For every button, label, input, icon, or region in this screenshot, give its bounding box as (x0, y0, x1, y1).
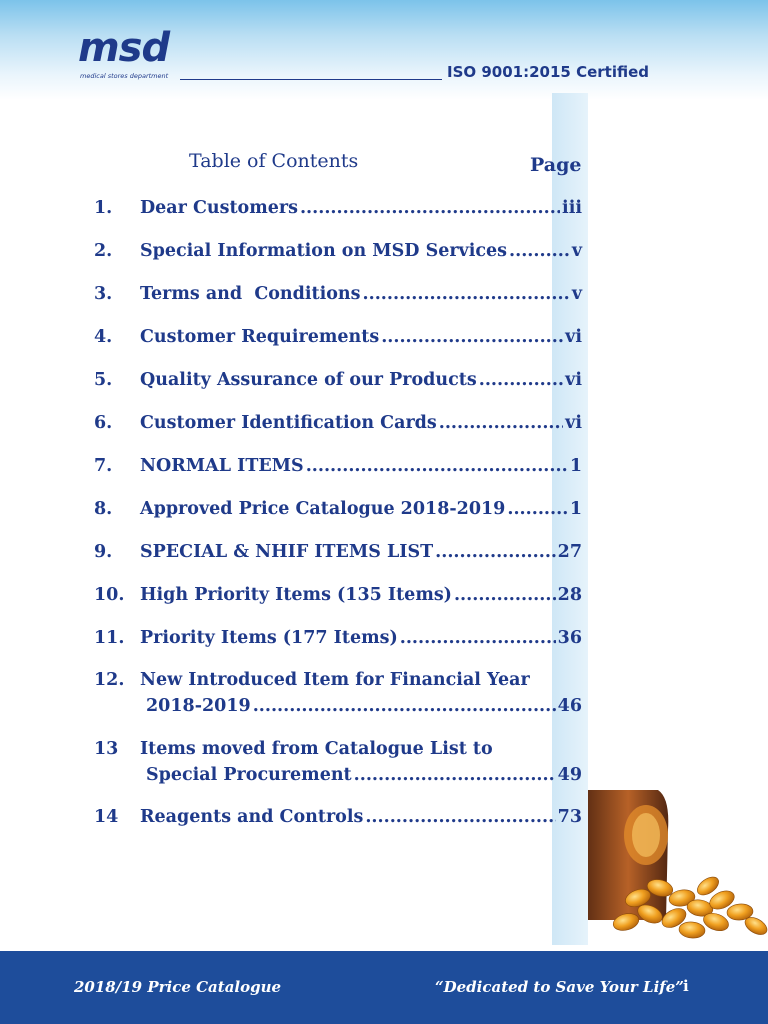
entry-number: 13 (94, 739, 119, 759)
dot-leader (479, 367, 563, 393)
toc-entry-10[interactable] (94, 582, 582, 608)
entry-page: v (571, 241, 582, 261)
footer-catalogue-label: 2018/19 Price Catalogue (74, 978, 282, 996)
entry-page: 1 (569, 499, 582, 519)
dot-leader (300, 195, 560, 221)
entry-number: 9. (94, 542, 113, 562)
entry-number: 12. (94, 670, 125, 690)
footer-slogan: “Dedicated to Save Your Life” (435, 978, 684, 996)
header-rule (180, 79, 442, 80)
entry-page: 28 (557, 585, 582, 605)
dot-leader (363, 281, 570, 307)
footer-page-number: i (683, 977, 689, 995)
toc-entry-3[interactable] (94, 281, 582, 307)
dot-leader (381, 324, 563, 350)
entry-page: vi (565, 370, 582, 390)
entry-number: 1. (94, 198, 113, 218)
toc-entry-14[interactable] (94, 804, 582, 830)
entry-page: 27 (557, 542, 582, 562)
entry-label-line1: New Introduced Item for Financial Year (140, 670, 530, 690)
entry-number: 2. (94, 241, 113, 261)
toc-entry-2[interactable] (94, 238, 582, 264)
dot-leader (253, 693, 556, 719)
logo-subtitle: medical stores department (80, 72, 169, 80)
toc-entry-9[interactable] (94, 539, 582, 565)
entry-label: Special Information on MSD Services (140, 241, 508, 261)
footer-bar (0, 951, 768, 1024)
entry-page: 73 (557, 807, 582, 827)
dot-leader (439, 410, 563, 436)
entry-label: Quality Assurance of our Products (140, 370, 477, 390)
dot-leader (306, 453, 568, 479)
entry-label: Customer Requirements (140, 327, 380, 347)
dot-leader (365, 804, 555, 830)
logo-text: msd (78, 25, 170, 71)
toc-title: Table of Contents (189, 150, 359, 172)
toc-entry-11[interactable] (94, 625, 582, 651)
entry-label: Approved Price Catalogue 2018-2019 (140, 499, 506, 519)
entry-page: 46 (557, 696, 582, 716)
entry-label: 2018-2019 (146, 696, 251, 716)
toc-entry-8[interactable] (94, 496, 582, 522)
page-column-heading: Page (530, 154, 582, 176)
entry-label: High Priority Items (135 Items) (140, 585, 452, 605)
entry-page: 49 (557, 765, 582, 785)
dot-leader (454, 582, 556, 608)
entry-label: Priority Items (177 Items) (140, 628, 398, 648)
toc-entry-4[interactable] (94, 324, 582, 350)
entry-label: Customer Identification Cards (140, 413, 437, 433)
dot-leader (400, 625, 556, 651)
entry-label: Special Procurement (146, 765, 352, 785)
entry-number: 7. (94, 456, 113, 476)
toc-entry-1[interactable] (94, 195, 582, 221)
toc-entry-7[interactable] (94, 453, 582, 479)
entry-number: 11. (94, 628, 125, 648)
entry-number: 14 (94, 807, 119, 827)
entry-number: 5. (94, 370, 113, 390)
entry-page: 1 (569, 456, 582, 476)
msd-logo (78, 25, 178, 84)
entry-label: NORMAL ITEMS (140, 456, 304, 476)
dot-leader (435, 539, 555, 565)
entry-label: SPECIAL & NHIF ITEMS LIST (140, 542, 434, 562)
entry-page: vi (565, 327, 582, 347)
entry-number: 10. (94, 585, 125, 605)
entry-number: 3. (94, 284, 113, 304)
capsules-image (588, 790, 768, 945)
entry-number: 6. (94, 413, 113, 433)
dot-leader (507, 496, 567, 522)
capsules-illustration (588, 790, 768, 945)
toc-entry-5[interactable] (94, 367, 582, 393)
entry-page: vi (565, 413, 582, 433)
toc-entry-6[interactable] (94, 410, 582, 436)
dot-leader (509, 238, 570, 264)
toc-entry-13[interactable] (94, 736, 582, 788)
entry-page: iii (562, 198, 582, 218)
entry-number: 8. (94, 499, 113, 519)
entry-label-line1: Items moved from Catalogue List to (140, 739, 493, 759)
iso-certification: ISO 9001:2015 Certified (447, 63, 649, 81)
entry-number: 4. (94, 327, 113, 347)
entry-label: Terms and Conditions (140, 284, 361, 304)
entry-label: Reagents and Controls (140, 807, 364, 827)
toc-entry-12[interactable] (94, 667, 582, 719)
dot-leader (354, 762, 556, 788)
entry-label: Dear Customers (140, 198, 298, 218)
entry-page: 36 (557, 628, 582, 648)
entry-page: v (571, 284, 582, 304)
